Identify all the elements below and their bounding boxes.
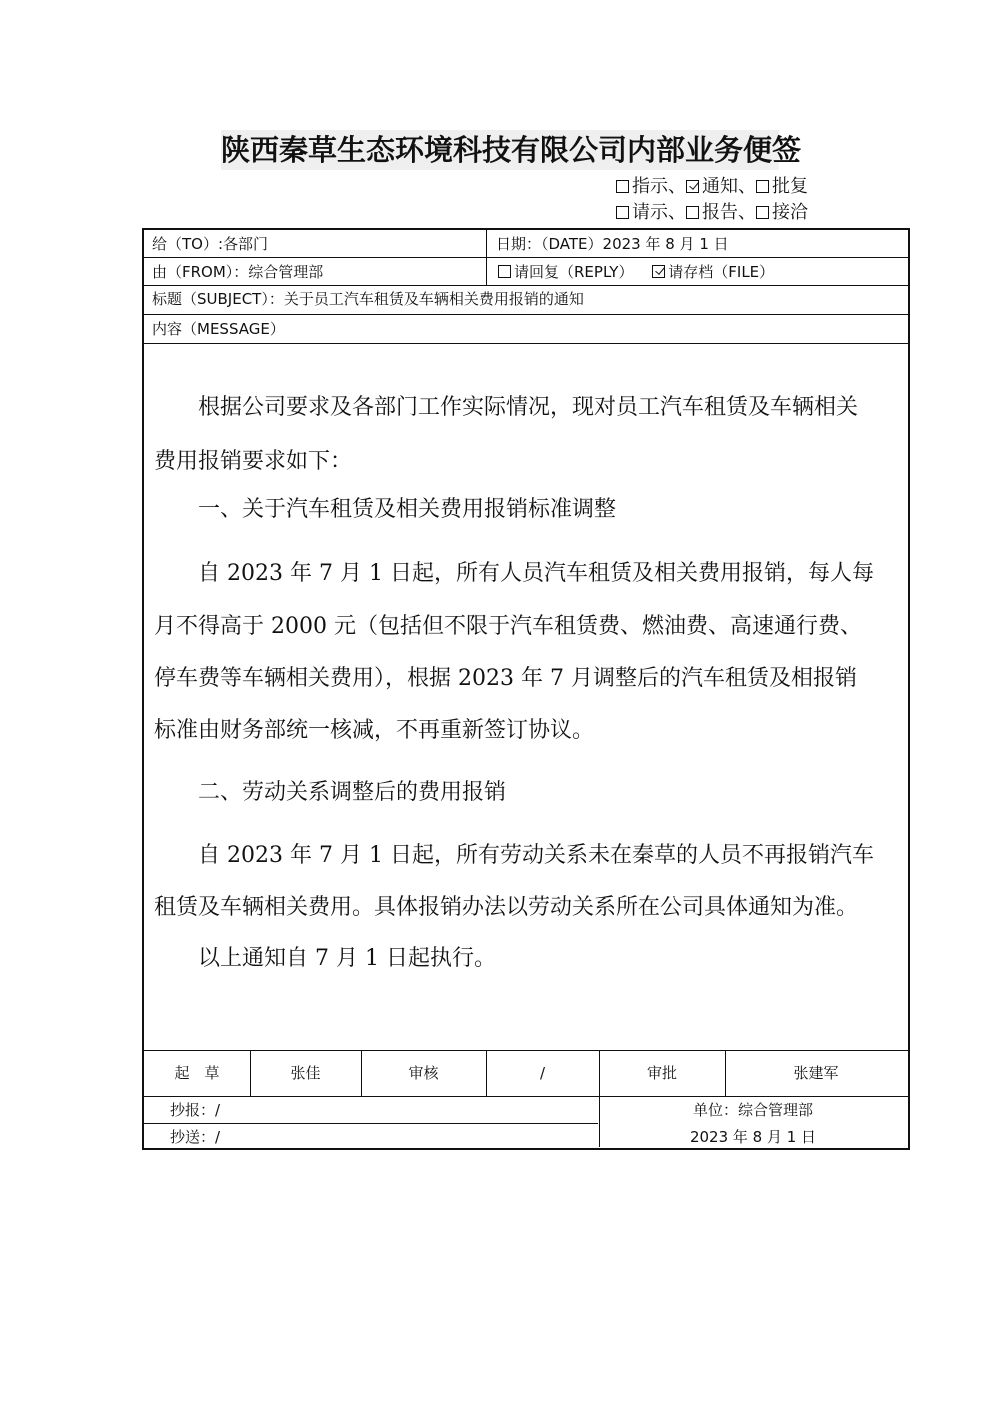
divider [144, 314, 908, 315]
review-label: 审核 [408, 1064, 439, 1082]
divider [144, 1123, 598, 1124]
message-line: 自 2023 年 7 月 1 日起，所有人员汽车租赁及相关费用报销，每人每 [154, 561, 874, 586]
subject-field: 标题（SUBJECT）：关于员工汽车租赁及车辆相关费用报销的通知 [152, 290, 584, 308]
review-name: / [539, 1064, 546, 1082]
message-line: 租赁及车辆相关费用。具体报销办法以劳动关系所在公司具体通知为准。 [154, 895, 859, 920]
doc-type-option-notice[interactable]: 通知、 [686, 176, 756, 197]
message-line: 以上通知自 7 月 1 日起执行。 [154, 946, 496, 971]
message-line: 费用报销要求如下： [154, 449, 353, 474]
message-line: 自 2023 年 7 月 1 日起，所有劳动关系未在秦草的人员不再报销汽车 [154, 843, 874, 868]
message-line: 二、劳动关系调整后的费用报销 [154, 780, 507, 805]
draft-label: 起 草 [174, 1064, 220, 1082]
doc-type-option-report[interactable]: 报告、 [686, 202, 756, 223]
approve-name: 张建军 [793, 1064, 839, 1082]
memo-table [142, 228, 910, 1150]
message-label: 内容（MESSAGE） [152, 320, 285, 338]
message-line: 月不得高于 2000 元（包括但不限于汽车租赁费、燃油费、高速通行费、 [154, 614, 862, 639]
to-field: 给（TO）:各部门 [152, 235, 269, 253]
message-line: 标准由财务部统一核减，不再重新签订协议。 [154, 718, 595, 743]
checkbox-icon [756, 180, 769, 193]
checkbox-checked-icon [686, 180, 699, 193]
message-line: 停车费等车辆相关费用），根据 2023 年 7 月调整后的汽车租赁及相报销 [154, 666, 857, 691]
doc-type-option-reply[interactable]: 批复 [756, 176, 808, 197]
reply-file-options [498, 262, 774, 282]
divider [144, 1096, 908, 1097]
divider [144, 285, 908, 286]
doc-type-option-liaison[interactable]: 接洽 [756, 202, 808, 223]
checkbox-icon [686, 206, 699, 219]
checkbox-icon [616, 206, 629, 219]
report-to-field: 抄报：/ [170, 1101, 221, 1119]
divider [144, 343, 908, 344]
from-field: 由（FROM）：综合管理部 [152, 263, 324, 281]
checkbox-checked-icon [652, 265, 665, 278]
checkbox-icon [616, 180, 629, 193]
doc-type-row-2 [616, 201, 808, 225]
date-field: 日期：（DATE）2023 年 8 月 1 日 [496, 235, 729, 253]
file-checkbox-option[interactable]: 请存档（FILE） [652, 263, 774, 281]
checkbox-icon [498, 265, 511, 278]
doc-type-option-request[interactable]: 请示、 [616, 202, 686, 223]
draft-name: 张佳 [290, 1064, 321, 1082]
issue-date: 2023 年 8 月 1 日 [689, 1128, 817, 1146]
divider [144, 257, 908, 258]
checkbox-icon [756, 206, 769, 219]
issuing-unit: 单位：综合管理部 [692, 1101, 813, 1119]
approve-label: 审批 [646, 1064, 677, 1082]
doc-type-row-1 [616, 175, 808, 199]
document-title: 陕西秦草生态环境科技有限公司内部业务便签 [221, 130, 779, 170]
divider [486, 230, 487, 285]
message-line: 一、关于汽车租赁及相关费用报销标准调整 [154, 497, 617, 522]
reply-checkbox-option[interactable]: 请回复（REPLY） [498, 263, 633, 281]
message-line: 根据公司要求及各部门工作实际情况，现对员工汽车租赁及车辆相关 [154, 395, 859, 420]
doc-type-option-instruction[interactable]: 指示、 [616, 176, 686, 197]
copy-to-field: 抄送：/ [170, 1128, 221, 1146]
